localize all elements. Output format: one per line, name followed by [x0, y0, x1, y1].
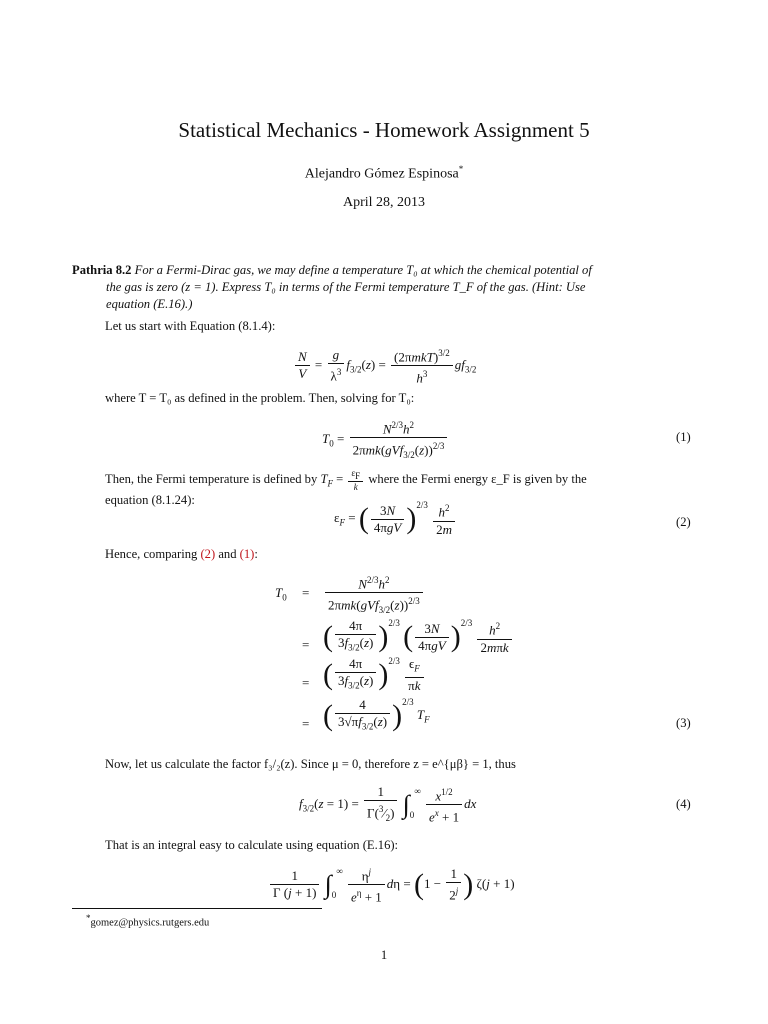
date-line: April 28, 2013	[342, 195, 426, 210]
problem-text-3: equation (E.16).)	[106, 297, 193, 311]
equation-number-1: (1)	[676, 430, 691, 444]
problem-statement	[72, 262, 700, 313]
paragraph-intro: Let us start with Equation (8.1.4):	[105, 319, 276, 333]
problem-text-2: the gas is zero (z = 1). Express T₀ in terms of the Fermi temperature T_F of the gas. (Hint: Use	[106, 280, 586, 294]
align-eq-3: =	[302, 675, 310, 690]
align-row-4: ( $\frac{4}{3√\pi f_{3/2}(z)}$ )$^{2/3}$ $T_F$	[323, 697, 430, 733]
ref-eq-1-link[interactable]: (1)	[239, 547, 255, 561]
equation-density: $\frac{N}{V}$ = $\frac{g}{\lambda^3}$ $f_{3/2}(z)$ = $\frac{(2\pi mkT)^{3/2}}{h^3}$ $gf_{3/2}$	[293, 345, 476, 387]
footnote-email: gomez@physics.rutgers.edu	[90, 917, 210, 929]
equation-number-4: (4)	[676, 797, 691, 811]
problem-label: Pathria 8.2	[72, 263, 132, 277]
equation-4: $f_{3/2}(z = 1)$ = $\frac{1}{\Gamma(^3⁄_2)}$ $\int_0^\infty$ $\frac{x^{1/2}}{e^x + 1}$ dx	[299, 784, 477, 825]
paragraph-factor: Now, let us calculate the factor f₃/₂(z). Since μ = 0, therefore z = e^{μβ} = 1, thus	[105, 757, 516, 771]
align-row-1: $\frac{N^{2/3}h^2}{2\pi mk(gVf_{3/2}(z))^{2/3}}$	[323, 572, 425, 618]
compare-text: Hence, comparing	[105, 547, 198, 561]
align-eq-4: =	[302, 716, 310, 731]
equation-1: $T_0$ = $\frac{N^{2/3}h^2}{2\pi mk(gVf_{3/2}(z))^{2/3}}$	[322, 417, 449, 463]
paragraph-fermi-c: equation (8.1.24):	[105, 493, 195, 508]
equation-e16: $\frac{1}{\Gamma (j + 1)}$ $\int_0^\infty$ $\frac{\eta^j}{e^\eta + 1}$ dη = (1 − $\frac{1}{2^j}$ ) ζ(j + 1)	[268, 864, 515, 906]
footnote-rule	[72, 908, 322, 909]
page-title: Statistical Mechanics - Homework Assignment 5	[178, 118, 590, 142]
author-name: Alejandro Gómez Espinosa	[304, 166, 459, 182]
align-eq-2: =	[302, 637, 310, 652]
compare-and: and	[218, 547, 237, 561]
paragraph-fermi-b: where the Fermi energy ε_F is given by the	[368, 471, 587, 486]
align-eq-1: =	[302, 585, 310, 600]
align-lhs: $T_0$	[275, 585, 287, 603]
paragraph-solve: where T = T₀ as defined in the problem. Then, solving for T₀:	[105, 391, 415, 405]
footnote	[86, 913, 209, 929]
equation-number-2: (2)	[676, 515, 691, 529]
author-line	[0, 164, 768, 183]
author-footnote-mark: *	[458, 164, 464, 174]
equation-number-3: (3)	[676, 716, 691, 730]
equation-2: $\varepsilon_F$ = ( $\frac{3N}{\text{4πgV}}$ )$^{2/3}$ $\frac{h^2}{2m}$	[334, 500, 457, 538]
footnote-mark: *	[86, 913, 91, 923]
page-number: 1	[380, 948, 388, 962]
align-row-3: ( $\frac{4\pi}{3f_{3/2}(z)}$ )$^{2/3}$ $\frac{\epsilon_F}{\pi k}$	[323, 656, 426, 694]
paragraph-compare	[105, 546, 700, 563]
paragraph-fermi: Then, the Fermi temperature is defined by $T_F$ = $\frac{\varepsilon_F}{k}$ where the Fermi energy ε_F is given by the equation (8.1.24):	[105, 468, 587, 508]
paragraph-integral: That is an integral easy to calculate using equation (E.16):	[105, 838, 399, 852]
paragraph-fermi-a: Then, the Fermi temperature is defined by	[105, 471, 318, 486]
ref-eq-2-link[interactable]: (2)	[200, 547, 216, 561]
problem-text-1: For a Fermi-Dirac gas, we may define a temperature T₀ at which the chemical potential of	[134, 263, 592, 277]
align-row-2: ( $\frac{4\pi}{3f_{3/2}(z)}$ )$^{2/3}$ ( $\frac{3N}{\text{4πgV}}$ )$^{2/3}$ $\frac{h^2}{\text{2mπk}}$	[323, 618, 514, 656]
compare-colon: :	[254, 547, 258, 561]
